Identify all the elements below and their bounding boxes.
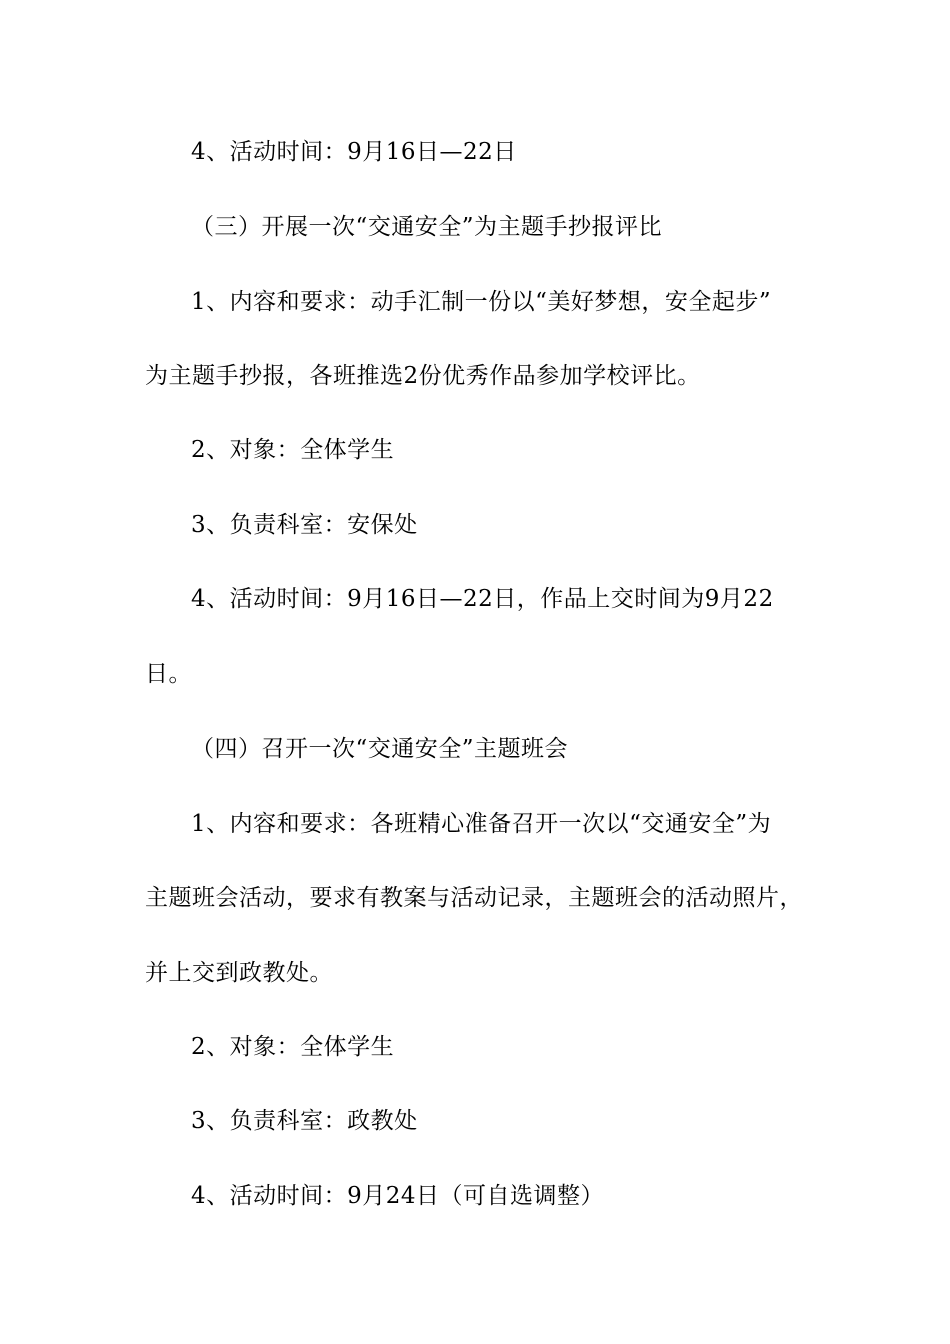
section-3-heading: （三）开展一次“交通安全”为主题手抄报评比: [191, 214, 663, 240]
section-3-time-line-1: 4、活动时间：9月16日—22日，作品上交时间为9月22: [191, 586, 774, 612]
section-3-content-line-1: 1、内容和要求：动手汇制一份以“美好梦想，安全起步”: [191, 289, 772, 315]
section-3-content-line-2: 为主题手抄报，各班推选2份优秀作品参加学校评比。: [145, 363, 701, 389]
section-3-target: 2、对象：全体学生: [191, 437, 395, 463]
section-4-time: 4、活动时间：9月24日（可自选调整）: [191, 1183, 605, 1209]
section-3-department: 3、负责科室：安保处: [191, 512, 418, 538]
section-4-heading: （四）召开一次“交通安全”主题班会: [191, 736, 569, 762]
section-4-content-line-2: 主题班会活动，要求有教案与活动记录，主题班会的活动照片，: [145, 885, 803, 911]
section-3-time-line-2: 日。: [145, 661, 192, 687]
activity-time-line-1: 4、活动时间：9月16日—22日: [191, 139, 517, 165]
section-4-content-line-3: 并上交到政教处。: [145, 960, 333, 986]
section-4-department: 3、负责科室：政教处: [191, 1108, 418, 1134]
section-4-content-line-1: 1、内容和要求：各班精心准备召开一次以“交通安全”为: [191, 811, 772, 837]
section-4-target: 2、对象：全体学生: [191, 1034, 395, 1060]
